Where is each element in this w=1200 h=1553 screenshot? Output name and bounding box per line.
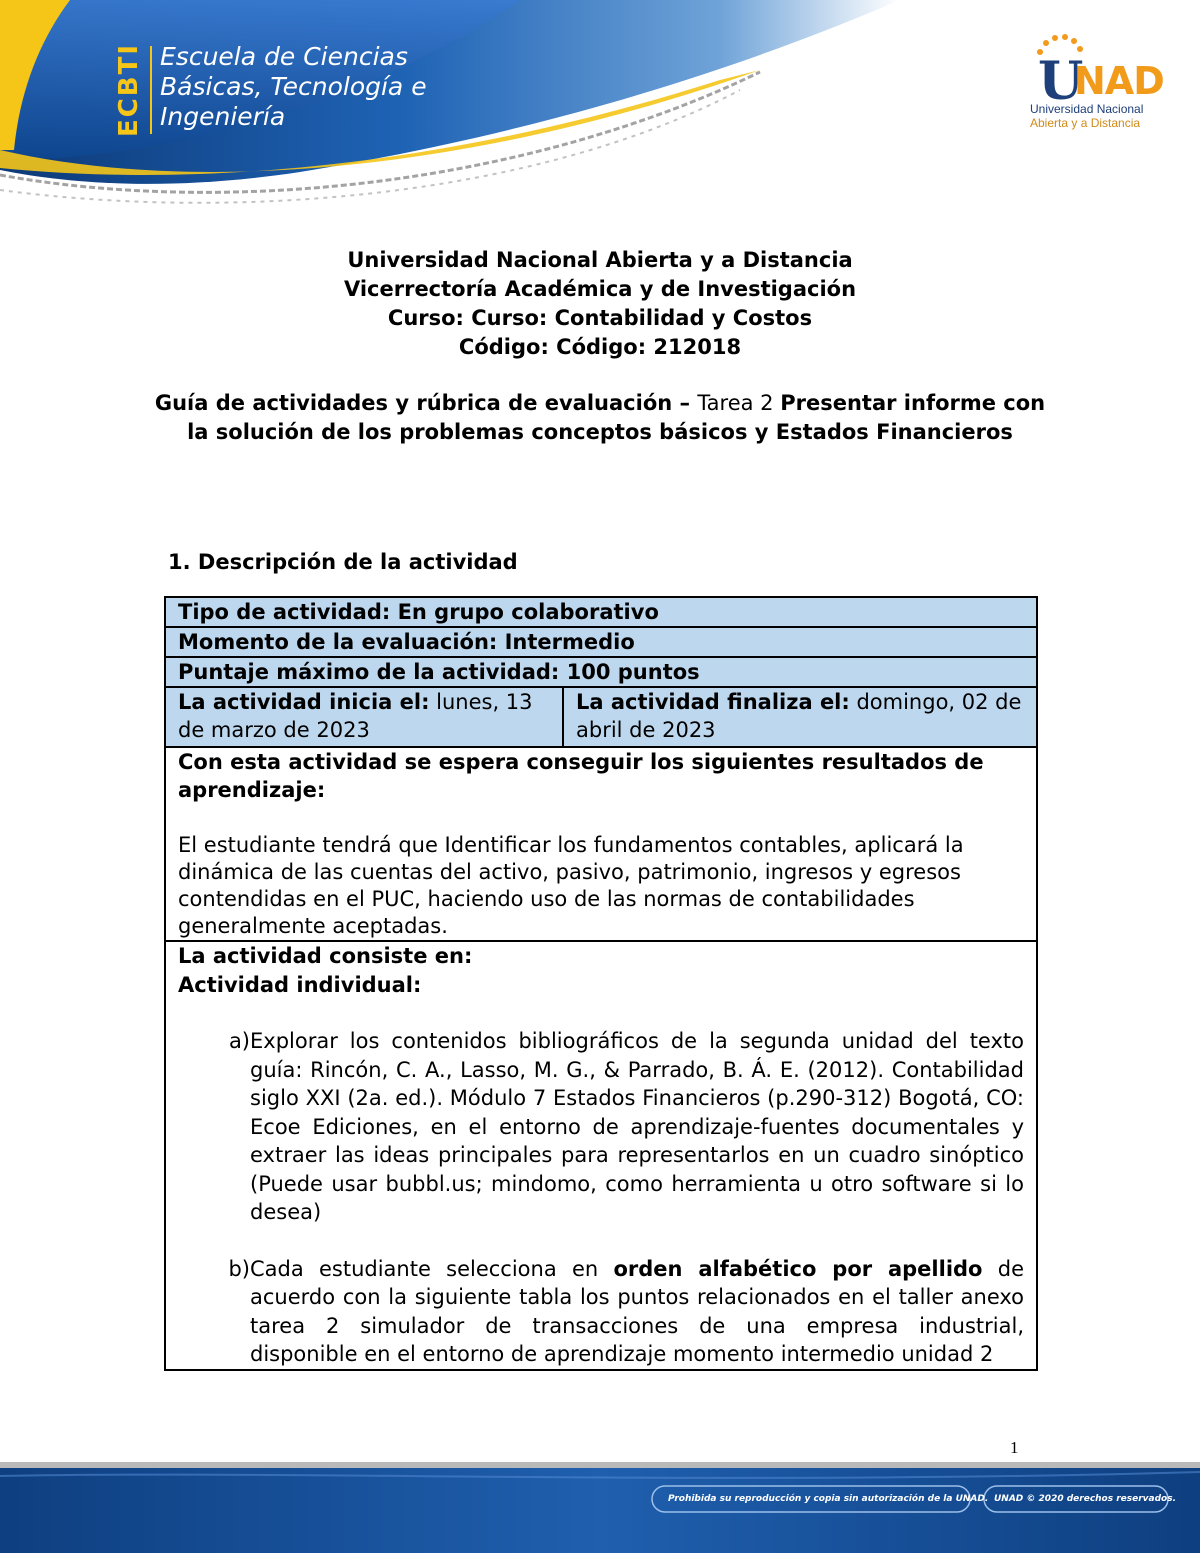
section-1-heading: 1. Descripción de la actividad: [168, 550, 518, 574]
item-b-bold: orden alfabético por apellido: [613, 1256, 983, 1281]
goals-heading: Con esta actividad se espera conseguir los siguientes resultados de aprendizaje:: [178, 750, 984, 802]
guide-title-task: Tarea 2: [697, 391, 781, 415]
row-goals: [166, 748, 1036, 942]
school-line-3: Ingeniería: [160, 102, 286, 131]
finaliza-label: La actividad finaliza el:: [576, 690, 850, 714]
footer-graphic: [0, 1462, 1200, 1553]
cell-finaliza: [564, 688, 1036, 746]
guide-title-bold-start: Guía de actividades y rúbrica de evaluación –: [154, 391, 698, 415]
school-name: [160, 42, 427, 132]
list-text-b: [250, 1255, 1024, 1369]
guide-title-bold-end: Presentar informe con la solución de los problemas conceptos básicos y Estados Financieros: [187, 391, 1046, 444]
goals-text: El estudiante tendrá que Identificar los fundamentos contables, aplicará la dinámica de las cuentas del activo, pasivo, patrimonio, ingresos y egresos contendidas en el PUC, haciendo uso de las normas de contabilidades generalmente aceptadas.: [178, 833, 964, 938]
vicerrectoria-title: Vicerrectoría Académica y de Investigación: [343, 277, 857, 301]
footer-banner: [0, 1462, 1200, 1553]
finaliza-value: domingo, 02 de abril de 2023: [576, 690, 1022, 742]
ecbti-vertical-label: ECBTI: [114, 42, 145, 138]
logo-line-1: Universidad Nacional: [1030, 102, 1144, 116]
row-activity: [166, 942, 1036, 1369]
activity-table: [164, 596, 1038, 1371]
footer-notice: Prohibida su reproducción y copia sin autorización de la UNAD.: [668, 1494, 989, 1504]
item-b-post: de acuerdo con la siguiente tabla los puntos relacionados en el taller anexo tarea 2 simulador de transacciones de una empresa industrial, disponible en el entorno de aprendizaje momento intermedio unidad 2: [250, 1256, 1024, 1366]
school-line-1: Escuela de Ciencias: [160, 42, 408, 71]
logo-line-2: Abierta y a Distancia: [1030, 116, 1141, 130]
list-text-a: Explorar los contenidos bibliográficos de la segunda unidad del texto guía: Rincón, C. A., Lasso, M. G., & Parrado, B. Á. E. (2012). Contabilidad siglo XXI (2a. ed.). Módulo 7 Estados Financieros (p.290-312) Bogotá, CO: Ecoe Ediciones, en el entorno de aprendizaje-fuentes documentales y extraer las ideas principales para representarlos en un cuadro sinóptico (Puede usar bubbl.us; mindomo, como herramienta u otro software si lo desea): [250, 1029, 1024, 1224]
page-number: 1: [1010, 1438, 1019, 1457]
inicia-label: La actividad inicia el:: [178, 690, 430, 714]
guide-title: [150, 389, 1050, 446]
header-banner: [0, 0, 1200, 230]
university-title: Universidad Nacional Abierta y a Distancia: [347, 248, 853, 272]
cell-inicia: [166, 688, 564, 746]
list-marker-b: b): [228, 1256, 250, 1281]
activity-consiste-heading: La actividad consiste en:: [178, 944, 473, 968]
footer-copyright: UNAD © 2020 derechos reservados.: [994, 1494, 1177, 1504]
row-tipo: Tipo de actividad: En grupo colaborativo: [166, 598, 1036, 628]
list-item: [178, 1027, 1024, 1227]
activity-list: [178, 1027, 1024, 1369]
list-marker-a: a): [228, 1029, 250, 1053]
course-title: Curso: Curso: Contabilidad y Costos: [387, 306, 813, 330]
activity-individual-heading: Actividad individual:: [178, 972, 422, 997]
course-code: Código: Código: 212018: [458, 335, 742, 359]
row-puntaje: Puntaje máximo de la actividad: 100 puntos: [166, 658, 1036, 688]
item-b-pre: Cada estudiante selecciona en: [250, 1256, 614, 1281]
document-titles: [150, 246, 1050, 362]
inicia-value: lunes, 13 de marzo de 2023: [178, 690, 533, 742]
school-line-2: Básicas, Tecnología e: [160, 72, 427, 101]
list-item: [178, 1255, 1024, 1369]
unad-logo: U NAD Universidad Nacional Abierta y a Distancia: [1030, 30, 1160, 140]
school-divider: [150, 46, 152, 134]
row-fechas: [166, 688, 1036, 748]
row-momento: Momento de la evaluación: Intermedio: [166, 628, 1036, 658]
